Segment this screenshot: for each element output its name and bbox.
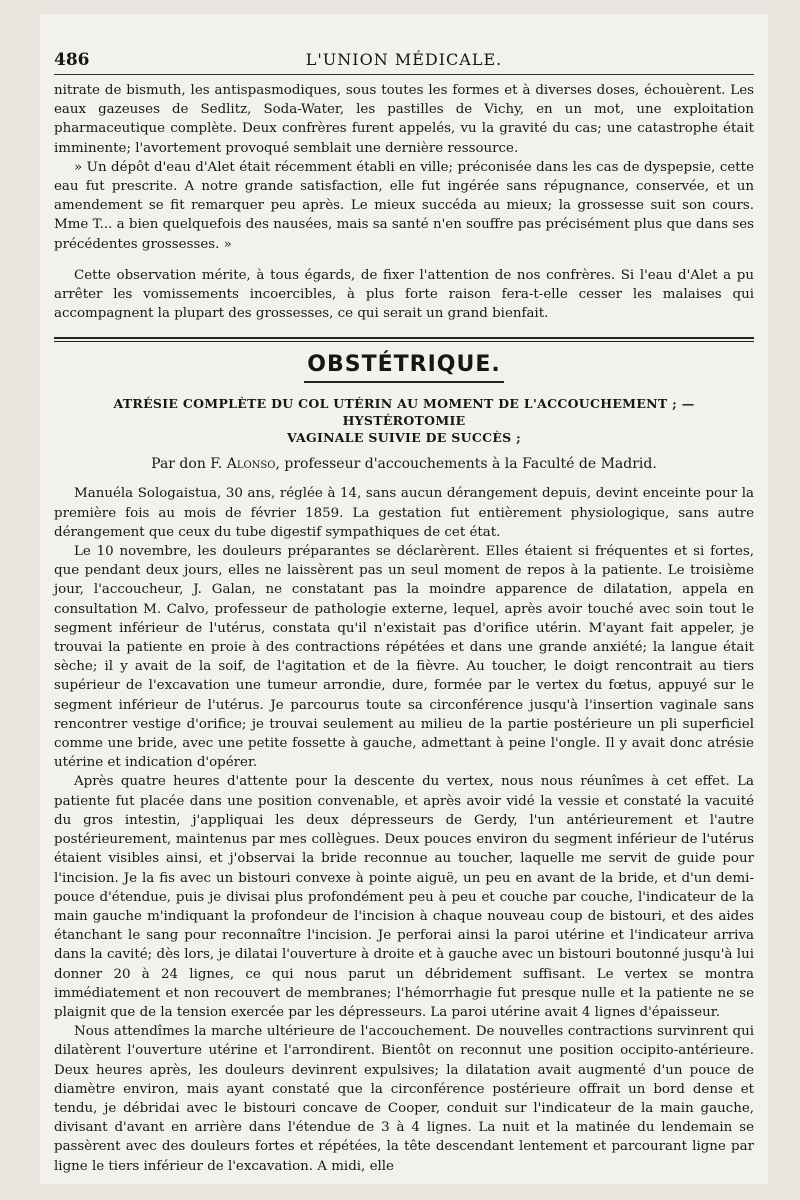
byline-author: Alonso bbox=[226, 456, 276, 473]
article-title-line: VAGINALE SUIVIE DE SUCCÈS ; bbox=[286, 430, 522, 446]
intro-conclusion: Cette observation mérite, à tous égards, de fixer l'attention de nos confrères. Si l'eau d'Alet a pu arrêter les vomissements incoercibles, à plus forte raison fera-t-elle cesser les malaises qui accompagnent la plupart des grossesses, ce qui serait un grand bienfait. bbox=[54, 267, 754, 322]
intro-quote bbox=[54, 81, 754, 254]
intro-paragraph: » Un dépôt d'eau d'Alet était récemment établi en ville; préconisée dans les cas de dyspepsie, cette eau fut prescrite. A notre grande satisfaction, elle fut ingérée sans répugnance, conservée, et un amendement se fit remarquer peu après. Le mieux succéda au mieux; la grossesse suit son cours. Mme T... a bien quelquefois des nausées, mais sa santé n'en souffre pas précisément plus que dans ses précédentes grossesses. » bbox=[54, 159, 754, 252]
section-divider bbox=[54, 337, 754, 342]
article-title bbox=[54, 395, 754, 446]
body-paragraph: Le 10 novembre, les douleurs préparantes se déclarèrent. Elles étaient si fréquentes et si fortes, que pendant deux jours, elles ne laissèrent pas un seul moment de repos à la patiente. Le troisième jour, l'accoucheur, J. Galan, ne constatant pas la moindre apparence de dilatation, appela en consultation M. Calvo, professeur de pathologie externe, lequel, après avoir touché avec soin tout le segment inférieur de l'utérus, constata qu'il n'existait pas d'orifice utérin. M'ayant fait appeler, je trouvai la patiente en proie à des contractions répétées et dans une grande anxiété; la langue était sèche; il y avait de la soif, de l'agitation et de la fièvre. Au toucher, le doigt rencontrait au tiers supérieur de l'excavation une tumeur arrondie, dure, formée par le vertex du fœtus, appuyé sur le segment inférieur de l'utérus. Je parcourus toute sa circonférence jusqu'à l'insertion vaginale sans rencontrer vestige d'orifice; je trouvai seulement au milieu de la partie postérieure un pli superficiel comme une bride, avec une petite fossette à gauche, admettant à peine l'ongle. Il y avait donc atrésie utérine et indication d'opérer. bbox=[54, 544, 754, 771]
body-paragraph: Nous attendîmes la marche ultérieure de l'accouchement. De nouvelles contractions survinrent qui dilatèrent l'ouverture utérine et l'arrondirent. Bientôt on reconnut une position occipito-antérieure. Deux heures après, les douleurs devinrent expulsives; la dilatation avait augmenté d'un pouce de diamètre environ, mais ayant constaté que la circonférence postérieure offrait un bord dense et tendu, je débridai avec le bistouri concave de Cooper, conduit sur l'indicateur de la main gauche, divisant d'avant en arrière dans l'étendue de 3 à 4 lignes. La nuit et la matinée du lendemain se passèrent avec des douleurs fortes et répétées, la tête descendant lentement et parcourant ligne par ligne le tiers inférieur de l'excavation. A midi, elle bbox=[54, 1024, 754, 1174]
body-paragraph: Après quatre heures d'attente pour la descente du vertex, nous nous réunîmes à cet effet. La patiente fut placée dans une position convenable, et après avoir vidé la vessie et constaté la vacuité du gros intestin, j'appliquai les deux dépresseurs de Gerdy, l'un antérieurement et l'autre postérieurement, maintenus par mes collègues. Deux pouces environ du segment inférieur de l'utérus étaient visibles ainsi, et j'observai la bride reconnue au toucher, laquelle me servit de guide pour l'incision. Je la fis avec un bistouri convexe à pointe aiguë, un peu en avant de la bride, et d'un demi-pouce d'étendue, puis je divisai plus profondément peu à peu et couche par couche, l'indicateur de la main gauche m'indiquant la profondeur de l'incision à chaque nouveau coup de bistouri, et des aides étanchant le sang pour reconnaître l'incision. Je perforai ainsi la paroi utérine et l'indicateur arriva dans la cavité; dès lors, je dilatai l'ouverture à droite et à gauche avec un bistouri boutonné jusqu'à lui donner 20 à 24 lignes, ce qui nous parut un débridement suffisant. Le vertex se montra immédiatement et non recouvert de membranes; l'hémorrhagie fut presque nulle et la patiente ne se plaignit que de la tension exercée par les dépresseurs. La paroi utérine avait 4 lignes d'épaisseur. bbox=[54, 774, 754, 1020]
journal-page bbox=[40, 14, 768, 1184]
page-header bbox=[54, 44, 754, 75]
page-content bbox=[54, 44, 754, 1176]
byline bbox=[54, 456, 754, 472]
body-paragraph: Manuéla Sologaistua, 30 ans, réglée à 14, sans aucun dérangement depuis, devint enceinte pour la première fois au mois de février 1859. La gestation fut entièrement physiologique, sans autre dérangement que ceux du tube digestif sympathiques de cet état. bbox=[54, 486, 754, 540]
page-number: 486 bbox=[54, 50, 90, 70]
article-title-line: ATRÉSIE COMPLÈTE DU COL UTÉRIN AU MOMENT DE L'ACCOUCHEMENT ; — HYSTÉROTOMIE bbox=[113, 396, 695, 429]
byline-prefix: Par don F. bbox=[151, 456, 223, 473]
running-title: L'UNION MÉDICALE. bbox=[305, 50, 503, 69]
intro-paragraph: nitrate de bismuth, les antispasmodiques, sous toutes les formes et à diverses doses, échouèrent. Les eaux gazeuses de Sedlitz, Soda-Water, les pastilles de Vichy, en un mot, une exploitation pharmaceutique complète. Deux confrères furent appelés, vu la gravité du cas; une catastrophe était imminente; l'avortement provoqué semblait une dernière ressource. bbox=[54, 83, 754, 156]
section-title: OBSTÉTRIQUE. bbox=[307, 352, 501, 378]
byline-suffix: , professeur d'accouchements à la Faculté de Madrid. bbox=[275, 456, 657, 473]
section-title-rule bbox=[304, 381, 504, 383]
